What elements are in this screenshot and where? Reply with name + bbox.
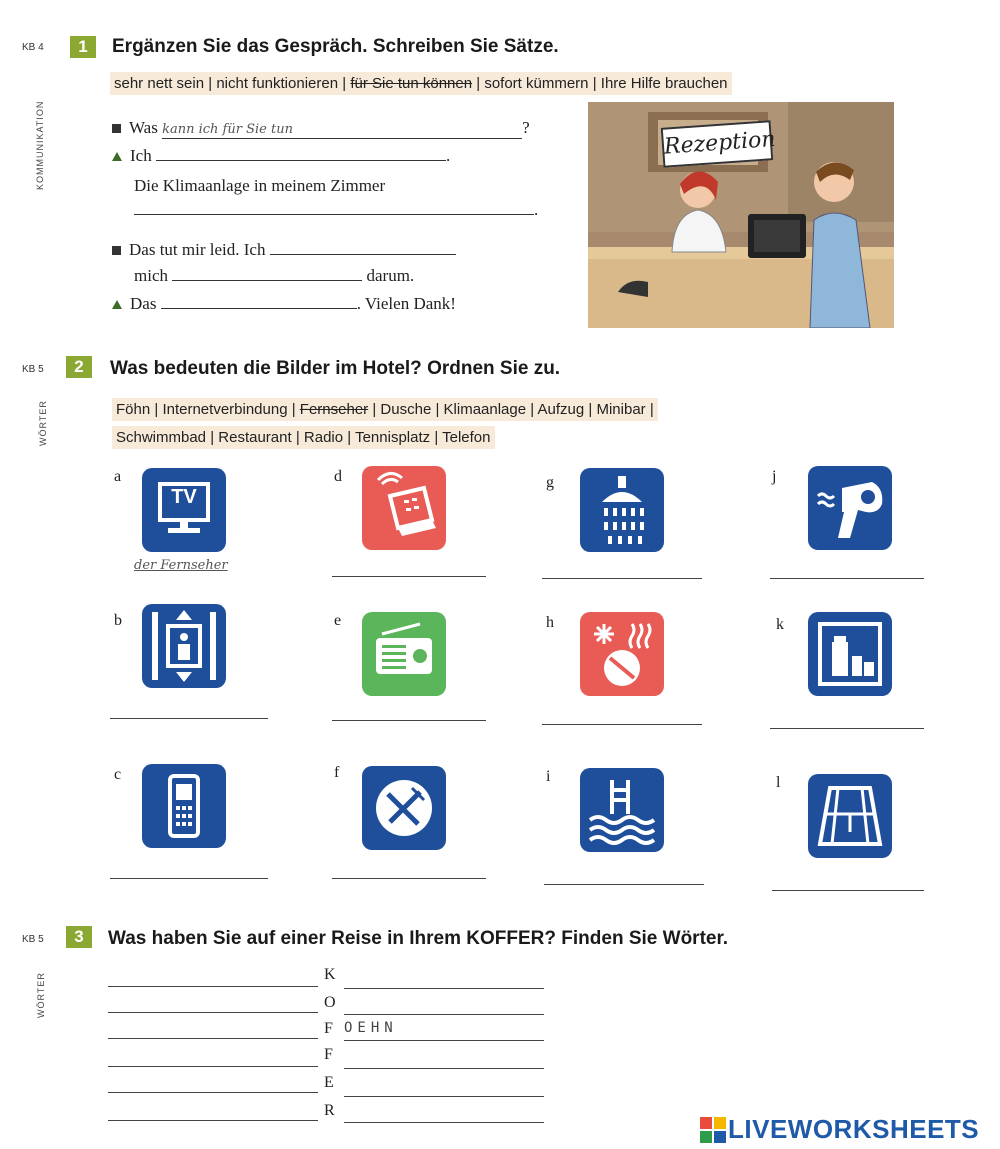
- koffer-left-line-2[interactable]: [108, 1012, 318, 1013]
- separator: |: [476, 75, 481, 92]
- dialog-line-5: [112, 240, 456, 260]
- section1-wordbox: [110, 72, 732, 95]
- item-letter-a: a: [114, 468, 122, 485]
- section2-kb-label: KB 5: [22, 364, 44, 375]
- koffer-letter-o: O: [324, 994, 336, 1011]
- reception-illustration: [588, 102, 894, 328]
- item-letter-l: l: [776, 774, 781, 791]
- dialog-line-3: Die Klimaanlage in meinem Zimmer: [134, 176, 386, 195]
- koffer-right-line-3[interactable]: [344, 1040, 544, 1041]
- section3-side-label: WÖRTER: [36, 972, 46, 1018]
- koffer-right-line-1[interactable]: [344, 988, 544, 989]
- section1-kb-label: KB 4: [22, 42, 44, 53]
- shower-icon: [580, 468, 664, 552]
- section3-kb-label: KB 5: [22, 934, 44, 945]
- radio-icon: [362, 612, 446, 696]
- koffer-letter-r: R: [324, 1102, 335, 1119]
- section2-heading: Was bedeuten die Bilder im Hotel? Ordnen Sie zu.: [110, 358, 561, 379]
- item-letter-c: c: [114, 766, 122, 783]
- koffer-left-line-3[interactable]: [108, 1038, 318, 1039]
- dialog-text: .: [534, 200, 539, 219]
- separator: |: [588, 401, 593, 418]
- separator: |: [154, 401, 159, 418]
- koffer-letter-f2: F: [324, 1046, 333, 1063]
- koffer-right-line-4[interactable]: [344, 1068, 544, 1069]
- section3-heading: Was haben Sie auf einer Reise in Ihrem KOFFER? Finden Sie Wörter.: [108, 928, 729, 949]
- answer-line-b[interactable]: [110, 718, 268, 719]
- separator: |: [210, 429, 215, 446]
- word-telefon: Telefon: [442, 429, 491, 446]
- separator: |: [347, 429, 352, 446]
- dialog-line-7: [112, 294, 456, 314]
- word-restaurant: Restaurant: [218, 429, 292, 446]
- word-tennisplatz: Tennisplatz: [355, 429, 431, 446]
- word-aufzug: Aufzug: [537, 401, 585, 418]
- answer-field-5[interactable]: [172, 266, 362, 281]
- item-letter-j: j: [772, 468, 777, 485]
- answer-line-g[interactable]: [542, 578, 702, 579]
- dialog-text: mich: [134, 266, 168, 285]
- answer-line-f[interactable]: [332, 878, 486, 879]
- item-letter-b: b: [114, 612, 122, 629]
- swimming-pool-icon: [580, 768, 664, 852]
- item-letter-g: g: [546, 474, 554, 491]
- separator: |: [434, 429, 439, 446]
- dialog-line-1: [112, 118, 530, 139]
- koffer-letter-f1: F: [324, 1020, 333, 1037]
- separator: |: [291, 401, 296, 418]
- dialog-text: . Vielen Dank!: [356, 294, 456, 313]
- koffer-example-fill: OEHN: [344, 1020, 398, 1036]
- word-fernseher-crossed: Fernseher: [299, 401, 369, 418]
- triangle-bullet-icon: [112, 152, 122, 161]
- word-5: Ihre Hilfe brauchen: [600, 75, 728, 92]
- item-letter-i: i: [546, 768, 551, 785]
- section1-side-label: KOMMUNIKATION: [35, 100, 45, 190]
- elevator-icon: [142, 604, 226, 688]
- phone-icon: [142, 764, 226, 848]
- separator: |: [649, 401, 654, 418]
- answer-1-filled: kann ich für Sie tun: [162, 122, 293, 137]
- koffer-left-line-1[interactable]: [108, 986, 318, 987]
- word-dusche: Dusche: [380, 401, 432, 418]
- triangle-bullet-icon: [112, 300, 122, 309]
- answer-field-4[interactable]: [270, 240, 456, 255]
- koffer-letter-k: K: [324, 966, 336, 983]
- item-letter-k: k: [776, 616, 784, 633]
- word-schwimmbad: Schwimmbad: [116, 429, 207, 446]
- liveworksheets-logo-text: LIVEWORKSHEETS: [728, 1114, 980, 1144]
- answer-line-c[interactable]: [110, 878, 268, 879]
- answer-line-k[interactable]: [770, 728, 924, 729]
- section2-number: 2: [66, 356, 92, 378]
- answer-line-j[interactable]: [770, 578, 924, 579]
- koffer-left-line-6[interactable]: [108, 1120, 318, 1121]
- example-answer: der Fernseher: [134, 558, 228, 573]
- word-klimaanlage: Klimaanlage: [443, 401, 527, 418]
- word-3-crossed: für Sie tun können: [350, 75, 473, 92]
- item-letter-d: d: [334, 468, 342, 485]
- separator: |: [295, 429, 300, 446]
- answer-line-l[interactable]: [772, 890, 924, 891]
- liveworksheets-logo: [700, 1114, 979, 1145]
- dialog-text: Das tut mir leid. Ich: [129, 240, 266, 259]
- dialog-line-4: [134, 200, 538, 220]
- item-letter-e: e: [334, 612, 342, 629]
- answer-field-3[interactable]: [134, 200, 534, 215]
- word-minibar: Minibar: [596, 401, 646, 418]
- dialog-text: ?: [522, 118, 530, 137]
- tv-icon: [142, 468, 226, 552]
- word-4: sofort kümmern: [484, 75, 589, 92]
- section2-side-label: WÖRTER: [38, 400, 48, 446]
- answer-field-1[interactable]: [162, 118, 522, 139]
- separator: |: [208, 75, 213, 92]
- section1-number: 1: [70, 36, 96, 58]
- word-2: nicht funktionieren: [216, 75, 339, 92]
- answer-line-d[interactable]: [332, 576, 486, 577]
- dialog-text: .: [445, 146, 451, 165]
- section2-wordbox-line1: [112, 398, 658, 421]
- separator: |: [372, 401, 377, 418]
- dialog-text: darum.: [366, 266, 415, 285]
- koffer-letter-e: E: [324, 1074, 334, 1091]
- air-conditioning-icon: [580, 612, 664, 696]
- koffer-left-line-4[interactable]: [108, 1066, 318, 1067]
- item-letter-f: f: [334, 764, 340, 781]
- tennis-court-icon: [808, 774, 892, 858]
- separator: |: [435, 401, 440, 418]
- section2-wordbox-line2: [112, 426, 495, 449]
- restaurant-icon: [362, 766, 446, 850]
- minibar-icon: [808, 612, 892, 696]
- word-radio: Radio: [303, 429, 344, 446]
- separator: |: [530, 401, 535, 418]
- separator: |: [592, 75, 597, 92]
- answer-field-6[interactable]: [161, 294, 357, 309]
- koffer-right-line-5[interactable]: [344, 1096, 544, 1097]
- answer-line-i[interactable]: [544, 884, 704, 885]
- answer-line-e[interactable]: [332, 720, 486, 721]
- answer-field-2[interactable]: [156, 146, 446, 161]
- section3-number: 3: [66, 926, 92, 948]
- liveworksheets-logo-icon: [700, 1117, 726, 1143]
- square-bullet-icon: [112, 246, 121, 255]
- dialog-text: Was: [129, 118, 158, 137]
- square-bullet-icon: [112, 124, 121, 133]
- koffer-right-line-6[interactable]: [344, 1122, 544, 1123]
- word-internet: Internetverbindung: [162, 401, 288, 418]
- tv-label: TV: [171, 486, 197, 508]
- dialog-line-2: [112, 146, 450, 166]
- internet-laptop-icon: [362, 466, 446, 550]
- item-letter-h: h: [546, 614, 554, 631]
- word-1: sehr nett sein: [114, 75, 205, 92]
- koffer-left-line-5[interactable]: [108, 1092, 318, 1093]
- koffer-right-line-2[interactable]: [344, 1014, 544, 1015]
- word-foehn: Föhn: [116, 401, 151, 418]
- answer-line-h[interactable]: [542, 724, 702, 725]
- separator: |: [342, 75, 347, 92]
- section1-heading: Ergänzen Sie das Gespräch. Schreiben Sie Sätze.: [112, 36, 559, 57]
- hairdryer-icon: [808, 466, 892, 550]
- dialog-text: Das: [130, 294, 157, 313]
- dialog-text: Ich: [130, 146, 152, 165]
- dialog-line-6: [134, 266, 414, 286]
- reception-sign: Rezeption: [661, 120, 774, 168]
